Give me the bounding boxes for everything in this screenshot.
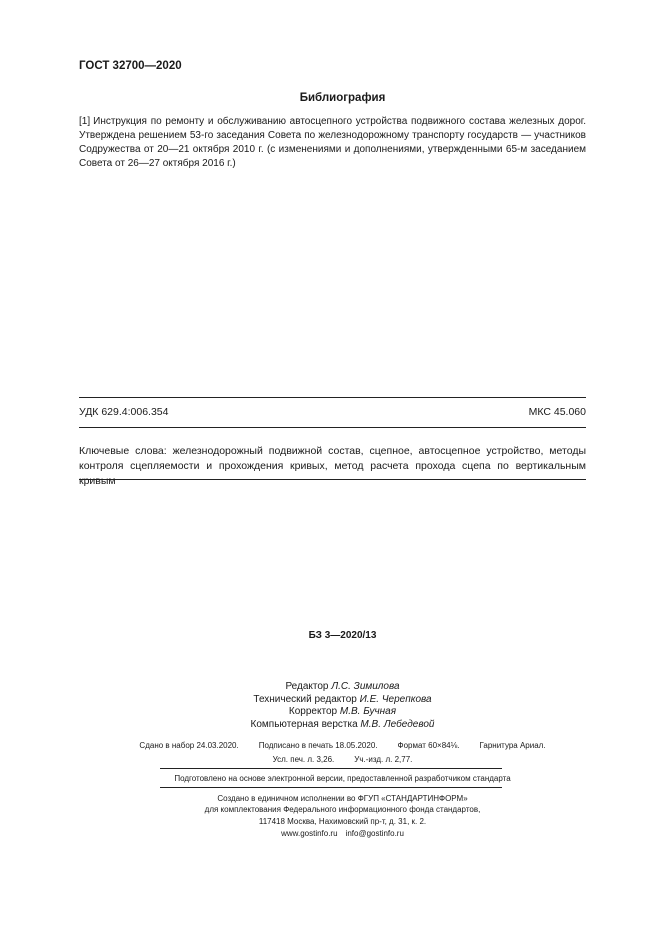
publisher-address: 117418 Москва, Нахимовский пр-т, д. 31, к. 2. www.gostinfo.ru info@gostinfo.ru bbox=[258, 817, 427, 838]
prepared-note: Подготовлено на основе электронной версии, предоставленной разработчиком стандарта bbox=[174, 774, 511, 783]
standard-number: ГОСТ 32700—2020 bbox=[79, 60, 182, 72]
website-link[interactable]: www.gostinfo.ru bbox=[281, 828, 338, 838]
divider bbox=[79, 397, 586, 398]
credit-line: Корректор М.В. Бучная bbox=[288, 706, 397, 717]
divider bbox=[79, 427, 586, 428]
divider bbox=[160, 768, 502, 769]
publisher-info: Создано в единичном исполнении во ФГУП «СТАНДАРТИНФОРМ» для комплектования Федерального информационного фонда стандартов, bbox=[204, 794, 481, 814]
bibliography-title: Библиография bbox=[299, 92, 386, 104]
bibliography-item bbox=[79, 115, 586, 171]
keywords: Ключевые слова: железнодорожный подвижной состав, сцепное, автосцепное устройство, методы контроля сцепляемости и прохождения кривых, метод расчета прохода сцепа по вертикальным кривым bbox=[79, 445, 586, 487]
udk-code: УДК 629.4:006.354 bbox=[79, 406, 169, 418]
bibliography-item-number: [1] bbox=[79, 116, 91, 127]
mks-code: МКС 45.060 bbox=[528, 406, 586, 418]
email-link[interactable]: info@gostinfo.ru bbox=[345, 828, 404, 838]
bz-number: БЗ 3—2020/13 bbox=[308, 630, 377, 641]
divider bbox=[79, 479, 586, 480]
credit-line: Компьютерная верстка М.В. Лебедевой bbox=[250, 718, 435, 730]
bibliography-item-text: Инструкция по ремонту и обслуживанию автосцепного устройства подвижного состава железных дорог. Утверждена решением 53-го заседания Совета по железнодорожному транспорту государств — участников Содружества от 20—21 октября 2010 г. (с изменениями и дополнениями, утвержденными 65-м заседанием Совета от 26—27 октября 2016 г.) bbox=[79, 116, 586, 169]
divider bbox=[160, 787, 502, 788]
print-info-line-1: Сдано в набор 24.03.2020. Подписано в печать 18.05.2020. Формат 60×84⅛. Гарнитура Ариал. bbox=[139, 741, 546, 750]
credits bbox=[0, 681, 661, 731]
credit-line: Технический редактор И.Е. Черепкова bbox=[253, 693, 432, 705]
print-info-line-2: Усл. печ. л. 3,26. Уч.-изд. л. 2,77. bbox=[272, 755, 413, 764]
credit-line: Редактор Л.С. Зимилова bbox=[285, 681, 400, 692]
